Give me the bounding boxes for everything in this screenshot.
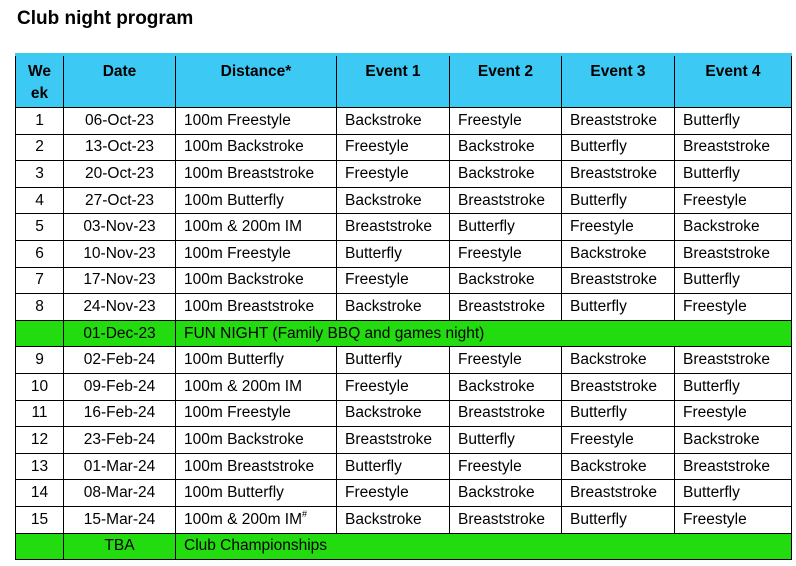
event-1-cell — [337, 400, 450, 427]
event-4-cell — [675, 240, 792, 267]
event-4-cell — [675, 267, 792, 294]
event-2-cell — [450, 108, 562, 135]
event-3-cell-text: Breaststroke — [570, 111, 658, 129]
week-cell-text: 5 — [35, 218, 44, 236]
header-event-1: Event 1 — [337, 55, 450, 108]
header-week: We ek — [16, 55, 64, 108]
header-event-2: Event 2 — [450, 55, 562, 108]
event-4-cell-text: Backstroke — [683, 430, 760, 448]
date-cell — [64, 506, 176, 533]
distance-cell-text: 100m Backstroke — [184, 138, 304, 156]
special-description-cell-text: FUN NIGHT (Family BBQ and games night) — [184, 324, 485, 342]
week-cell-text: 6 — [35, 244, 44, 262]
event-3-cell — [562, 134, 675, 161]
event-2-cell — [450, 294, 562, 321]
event-2-cell — [450, 187, 562, 214]
week-cell — [16, 373, 64, 400]
event-1-cell-text: Freestyle — [345, 164, 409, 182]
distance-cell — [176, 480, 337, 507]
event-3-cell — [562, 480, 675, 507]
event-3-cell — [562, 240, 675, 267]
date-cell — [64, 240, 176, 267]
event-4-cell — [675, 347, 792, 374]
table-row — [16, 453, 792, 480]
distance-cell — [176, 453, 337, 480]
event-4-cell — [675, 427, 792, 454]
event-2-cell — [450, 347, 562, 374]
date-cell-text: 03-Nov-23 — [83, 218, 156, 236]
event-1-cell — [337, 347, 450, 374]
distance-cell — [176, 400, 337, 427]
event-2-cell-text: Breaststroke — [458, 404, 546, 422]
event-1-cell-text: Breaststroke — [345, 218, 433, 236]
date-cell-text: 24-Nov-23 — [83, 297, 156, 315]
table-row — [16, 214, 792, 241]
date-cell-text: 16-Feb-24 — [83, 404, 156, 422]
distance-cell — [176, 240, 337, 267]
event-3-cell-text: Butterfly — [570, 138, 627, 156]
event-1-cell-text: Backstroke — [345, 510, 422, 528]
event-3-cell — [562, 161, 675, 188]
event-1-cell-text: Backstroke — [345, 404, 422, 422]
event-1-cell-text: Freestyle — [345, 377, 409, 395]
week-cell-text: 13 — [30, 457, 49, 475]
event-4-cell — [675, 373, 792, 400]
event-4-cell-text: Breaststroke — [683, 244, 771, 262]
distance-cell-text: 100m Freestyle — [184, 244, 291, 262]
distance-cell-text: 100m Breaststroke — [184, 297, 315, 315]
week-cell-text: 14 — [30, 484, 49, 502]
header-event-4: Event 4 — [675, 55, 792, 108]
week-cell-text: 4 — [35, 191, 44, 209]
event-3-cell — [562, 453, 675, 480]
event-1-cell-text: Freestyle — [345, 484, 409, 502]
date-cell — [64, 134, 176, 161]
event-1-cell — [337, 240, 450, 267]
event-3-cell — [562, 400, 675, 427]
date-cell — [64, 320, 176, 347]
event-3-cell — [562, 347, 675, 374]
event-1-cell — [337, 134, 450, 161]
distance-cell-text: 100m Backstroke — [184, 271, 304, 289]
distance-cell — [176, 161, 337, 188]
distance-cell-text: 100m & 200m IM — [184, 218, 303, 236]
event-4-cell — [675, 134, 792, 161]
event-1-cell-text: Backstroke — [345, 191, 422, 209]
date-cell-text: 15-Mar-24 — [83, 510, 156, 528]
special-description-cell-text: Club Championships — [184, 537, 328, 555]
table-row — [16, 480, 792, 507]
distance-cell — [176, 373, 337, 400]
event-4-cell-text: Butterfly — [683, 164, 740, 182]
event-3-cell-text: Breaststroke — [570, 377, 658, 395]
event-3-cell-text: Breaststroke — [570, 271, 658, 289]
event-2-cell-text: Backstroke — [458, 484, 535, 502]
table-row — [16, 294, 792, 321]
table-row — [16, 427, 792, 454]
event-4-cell-text: Freestyle — [683, 297, 747, 315]
event-2-cell-text: Backstroke — [458, 138, 535, 156]
table-row — [16, 134, 792, 161]
event-2-cell-text: Breaststroke — [458, 191, 546, 209]
distance-cell-text: 100m Freestyle — [184, 404, 291, 422]
header-row — [16, 55, 792, 108]
table-header — [16, 55, 792, 108]
table-row — [16, 267, 792, 294]
date-cell — [64, 347, 176, 374]
special-event-row — [16, 533, 792, 560]
event-1-cell — [337, 108, 450, 135]
event-4-cell — [675, 453, 792, 480]
event-2-cell-text: Backstroke — [458, 271, 535, 289]
distance-cell-text: 100m & 200m IM — [184, 510, 303, 528]
event-4-cell — [675, 480, 792, 507]
special-event-row — [16, 320, 792, 347]
special-description-cell — [176, 533, 792, 560]
event-4-cell — [675, 506, 792, 533]
distance-cell — [176, 267, 337, 294]
event-3-cell-text: Butterfly — [570, 191, 627, 209]
date-cell-text: 13-Oct-23 — [85, 138, 154, 156]
event-3-cell-text: Backstroke — [570, 244, 647, 262]
header-date: Date — [64, 55, 176, 108]
week-cell — [16, 187, 64, 214]
event-3-cell — [562, 108, 675, 135]
event-3-cell-text: Freestyle — [570, 218, 634, 236]
distance-cell-text: 100m Butterfly — [184, 484, 284, 502]
distance-cell-text: 100m Backstroke — [184, 430, 304, 448]
event-2-cell-text: Breaststroke — [458, 510, 546, 528]
date-cell-text: 09-Feb-24 — [83, 377, 156, 395]
distance-cell-text: 100m Breaststroke — [184, 457, 315, 475]
event-2-cell — [450, 267, 562, 294]
event-1-cell-text: Breaststroke — [345, 430, 433, 448]
event-2-cell-text: Backstroke — [458, 377, 535, 395]
date-cell — [64, 187, 176, 214]
event-1-cell — [337, 187, 450, 214]
event-4-cell — [675, 187, 792, 214]
event-1-cell — [337, 294, 450, 321]
week-cell — [16, 400, 64, 427]
event-2-cell-text: Butterfly — [458, 430, 515, 448]
event-3-cell-text: Breaststroke — [570, 164, 658, 182]
event-2-cell — [450, 480, 562, 507]
event-4-cell — [675, 294, 792, 321]
week-cell-text: 10 — [30, 377, 49, 395]
event-1-cell — [337, 427, 450, 454]
event-4-cell-text: Breaststroke — [683, 457, 771, 475]
event-3-cell-text: Breaststroke — [570, 484, 658, 502]
date-cell — [64, 294, 176, 321]
event-3-cell — [562, 294, 675, 321]
event-3-cell-text: Backstroke — [570, 351, 647, 369]
date-cell-text: TBA — [104, 537, 135, 555]
date-cell — [64, 161, 176, 188]
event-4-cell-text: Butterfly — [683, 271, 740, 289]
date-cell-text: 02-Feb-24 — [83, 351, 156, 369]
distance-cell — [176, 108, 337, 135]
date-cell — [64, 373, 176, 400]
distance-cell-text: 100m Butterfly — [184, 191, 284, 209]
week-cell — [16, 161, 64, 188]
event-1-cell — [337, 373, 450, 400]
event-4-cell-text: Butterfly — [683, 111, 740, 129]
event-1-cell-text: Freestyle — [345, 271, 409, 289]
week-cell — [16, 427, 64, 454]
special-description-cell — [176, 320, 792, 347]
date-cell — [64, 267, 176, 294]
event-3-cell — [562, 187, 675, 214]
distance-cell — [176, 187, 337, 214]
event-2-cell — [450, 506, 562, 533]
week-cell — [16, 347, 64, 374]
event-4-cell-text: Breaststroke — [683, 138, 771, 156]
event-3-cell — [562, 427, 675, 454]
event-4-cell-text: Butterfly — [683, 377, 740, 395]
event-1-cell-text: Backstroke — [345, 111, 422, 129]
date-cell-text: 17-Nov-23 — [83, 271, 156, 289]
week-cell-text: 12 — [30, 430, 49, 448]
event-1-cell-text: Butterfly — [345, 351, 402, 369]
event-1-cell — [337, 267, 450, 294]
event-4-cell-text: Backstroke — [683, 218, 760, 236]
event-4-cell-text: Freestyle — [683, 404, 747, 422]
date-cell-text: 20-Oct-23 — [85, 164, 154, 182]
event-3-cell — [562, 506, 675, 533]
table-body — [16, 108, 792, 560]
date-cell — [64, 480, 176, 507]
table-row — [16, 373, 792, 400]
table-row — [16, 187, 792, 214]
date-cell-text: 27-Oct-23 — [85, 191, 154, 209]
event-4-cell-text: Freestyle — [683, 510, 747, 528]
week-cell — [16, 267, 64, 294]
date-cell — [64, 214, 176, 241]
event-4-cell-text: Breaststroke — [683, 351, 771, 369]
event-3-cell-text: Butterfly — [570, 404, 627, 422]
event-3-cell — [562, 214, 675, 241]
date-cell — [64, 108, 176, 135]
distance-cell — [176, 214, 337, 241]
event-3-cell-text: Butterfly — [570, 297, 627, 315]
date-cell-text: 01-Mar-24 — [83, 457, 156, 475]
week-cell — [16, 480, 64, 507]
header-event-3: Event 3 — [562, 55, 675, 108]
week-cell-text: 1 — [35, 111, 44, 129]
footnote-marker: # — [302, 508, 308, 519]
date-cell-text: 08-Mar-24 — [83, 484, 156, 502]
event-1-cell — [337, 480, 450, 507]
event-4-cell — [675, 108, 792, 135]
event-3-cell-text: Freestyle — [570, 430, 634, 448]
week-cell — [16, 240, 64, 267]
week-cell-text: 15 — [30, 510, 49, 528]
week-cell-text: 2 — [35, 138, 44, 156]
distance-cell — [176, 294, 337, 321]
table-row — [16, 400, 792, 427]
date-cell — [64, 400, 176, 427]
table-row — [16, 347, 792, 374]
table-row — [16, 108, 792, 135]
week-cell-text: 3 — [35, 164, 44, 182]
table-row — [16, 240, 792, 267]
week-cell-text: 11 — [31, 404, 48, 422]
event-1-cell — [337, 453, 450, 480]
event-2-cell-text: Freestyle — [458, 351, 522, 369]
event-4-cell-text: Butterfly — [683, 484, 740, 502]
week-cell — [16, 108, 64, 135]
distance-cell — [176, 347, 337, 374]
week-cell — [16, 214, 64, 241]
event-1-cell-text: Butterfly — [345, 244, 402, 262]
distance-cell-text: 100m Freestyle — [184, 111, 291, 129]
event-2-cell — [450, 400, 562, 427]
date-cell-text: 23-Feb-24 — [83, 430, 156, 448]
event-1-cell — [337, 214, 450, 241]
event-2-cell-text: Butterfly — [458, 218, 515, 236]
date-cell — [64, 533, 176, 560]
event-3-cell — [562, 373, 675, 400]
week-cell-text: 9 — [35, 351, 44, 369]
event-1-cell — [337, 506, 450, 533]
event-4-cell — [675, 214, 792, 241]
header-distance: Distance* — [176, 55, 337, 108]
event-2-cell-text: Freestyle — [458, 457, 522, 475]
event-1-cell — [337, 161, 450, 188]
week-cell-text: 8 — [35, 297, 44, 315]
event-2-cell — [450, 453, 562, 480]
event-1-cell-text: Freestyle — [345, 138, 409, 156]
event-2-cell — [450, 427, 562, 454]
table-row — [16, 161, 792, 188]
distance-cell — [176, 427, 337, 454]
event-4-cell-text: Freestyle — [683, 191, 747, 209]
event-2-cell — [450, 214, 562, 241]
event-4-cell — [675, 400, 792, 427]
event-2-cell — [450, 240, 562, 267]
distance-cell-text: 100m & 200m IM — [184, 377, 303, 395]
event-2-cell-text: Backstroke — [458, 164, 535, 182]
program-table — [15, 53, 792, 560]
event-2-cell — [450, 373, 562, 400]
date-cell-text: 10-Nov-23 — [83, 244, 156, 262]
week-cell — [16, 453, 64, 480]
event-2-cell-text: Freestyle — [458, 111, 522, 129]
date-cell — [64, 453, 176, 480]
week-cell-text: 7 — [35, 271, 44, 289]
page-title: Club night program — [17, 8, 194, 29]
date-cell-text: 01-Dec-23 — [83, 324, 156, 342]
week-cell — [16, 533, 64, 560]
date-cell-text: 06-Oct-23 — [85, 111, 154, 129]
week-cell — [16, 294, 64, 321]
week-cell — [16, 134, 64, 161]
distance-cell-text: 100m Breaststroke — [184, 164, 315, 182]
event-2-cell-text: Breaststroke — [458, 297, 546, 315]
date-cell — [64, 427, 176, 454]
distance-cell — [176, 134, 337, 161]
event-2-cell-text: Freestyle — [458, 244, 522, 262]
event-2-cell — [450, 134, 562, 161]
event-2-cell — [450, 161, 562, 188]
distance-cell — [176, 506, 337, 533]
event-1-cell-text: Butterfly — [345, 457, 402, 475]
table-row — [16, 506, 792, 533]
week-cell — [16, 320, 64, 347]
event-4-cell — [675, 161, 792, 188]
week-cell — [16, 506, 64, 533]
distance-cell-text: 100m Butterfly — [184, 351, 284, 369]
event-3-cell-text: Backstroke — [570, 457, 647, 475]
event-3-cell — [562, 267, 675, 294]
event-1-cell-text: Backstroke — [345, 297, 422, 315]
event-3-cell-text: Butterfly — [570, 510, 627, 528]
